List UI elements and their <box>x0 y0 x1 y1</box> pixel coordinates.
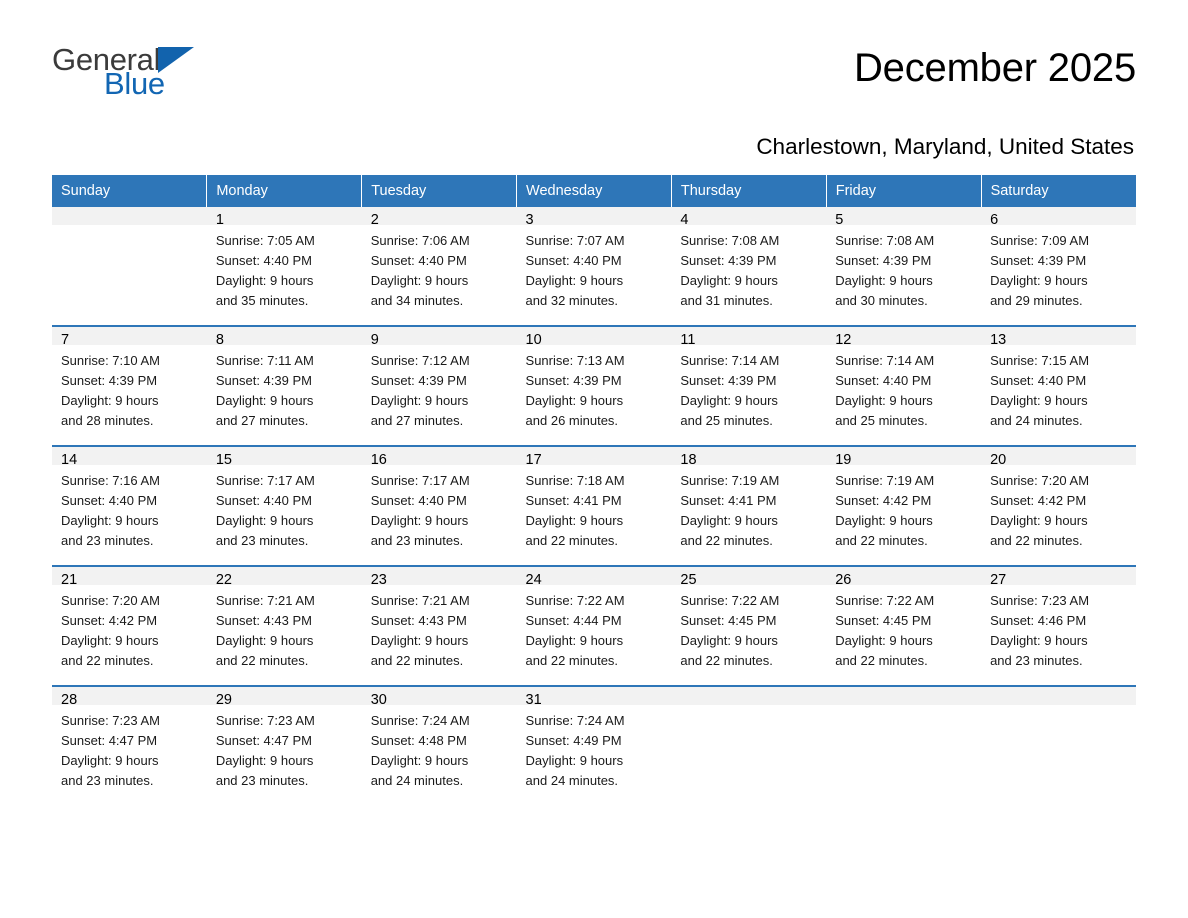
day-info-line: and 26 minutes. <box>525 413 619 428</box>
day-info-line: Sunset: 4:43 PM <box>370 613 467 628</box>
day-info-line: Daylight: 9 hours <box>990 393 1088 408</box>
calendar-day-cell[interactable] <box>517 566 672 686</box>
day-info-line: Sunset: 4:39 PM <box>525 373 622 388</box>
day-number <box>826 687 981 705</box>
calendar-body <box>52 207 1136 805</box>
day-info-line: Sunset: 4:47 PM <box>215 733 312 748</box>
day-sun-info <box>362 705 517 791</box>
day-sun-info <box>517 345 672 431</box>
day-number: 29 <box>207 687 362 705</box>
day-info-line: Sunset: 4:39 PM <box>835 253 932 268</box>
day-info-line: Sunset: 4:40 PM <box>990 373 1087 388</box>
calendar-day-cell-empty <box>981 686 1136 805</box>
day-info-line: Daylight: 9 hours <box>680 633 778 648</box>
day-number: 21 <box>52 567 207 585</box>
day-info-line: and 30 minutes. <box>835 293 928 308</box>
day-info-line: Sunrise: 7:20 AM <box>990 473 1090 488</box>
day-info-line: Sunset: 4:43 PM <box>215 613 312 628</box>
calendar-day-cell[interactable] <box>52 686 207 805</box>
day-number: 30 <box>362 687 517 705</box>
day-info-line: Sunset: 4:40 PM <box>525 253 622 268</box>
day-sun-info <box>826 225 981 311</box>
day-info-line: and 22 minutes. <box>525 533 619 548</box>
day-info-line: and 35 minutes. <box>215 293 309 308</box>
calendar-day-cell[interactable] <box>207 326 362 446</box>
day-info-line: Sunrise: 7:24 AM <box>525 713 625 728</box>
calendar-day-cell[interactable] <box>826 326 981 446</box>
day-info-line: Daylight: 9 hours <box>61 513 159 528</box>
day-sun-info <box>671 585 826 671</box>
calendar-week-row <box>52 686 1136 805</box>
page-title: December 2025 <box>853 46 1136 90</box>
day-sun-info <box>981 585 1136 671</box>
day-info-line: Daylight: 9 hours <box>370 633 469 648</box>
day-info-line: Sunset: 4:40 PM <box>215 493 312 508</box>
day-sun-info <box>207 345 362 431</box>
day-info-line: Daylight: 9 hours <box>525 393 624 408</box>
day-info-line: Daylight: 9 hours <box>835 273 933 288</box>
day-info-line: Sunrise: 7:22 AM <box>835 593 935 608</box>
day-info-line: and 23 minutes. <box>61 533 154 548</box>
calendar-week-row <box>52 326 1136 446</box>
day-info-line: and 24 minutes. <box>525 773 619 788</box>
day-info-line: Sunrise: 7:17 AM <box>215 473 315 488</box>
day-number: 18 <box>671 447 826 465</box>
day-sun-info <box>981 465 1136 551</box>
day-info-line: Sunset: 4:44 PM <box>525 613 622 628</box>
day-sun-info <box>826 585 981 671</box>
calendar-day-cell-empty <box>671 686 826 805</box>
day-info-line: Sunrise: 7:16 AM <box>61 473 160 488</box>
day-info-line: Daylight: 9 hours <box>680 273 778 288</box>
day-info-line: Daylight: 9 hours <box>835 633 933 648</box>
day-info-line: and 22 minutes. <box>990 533 1083 548</box>
day-info-line: Sunset: 4:39 PM <box>680 373 777 388</box>
day-number: 5 <box>826 207 981 225</box>
day-info-line: Sunset: 4:47 PM <box>61 733 158 748</box>
day-sun-info <box>981 225 1136 311</box>
day-info-line: and 22 minutes. <box>61 653 154 668</box>
day-number: 24 <box>517 567 672 585</box>
day-number: 6 <box>981 207 1136 225</box>
day-info-line: and 22 minutes. <box>835 533 928 548</box>
location-subtitle: Charlestown, Maryland, United States <box>756 134 1134 159</box>
calendar-day-cell[interactable] <box>362 207 517 326</box>
day-number: 1 <box>207 207 362 225</box>
day-info-line: Sunset: 4:40 PM <box>370 253 467 268</box>
day-info-line: Daylight: 9 hours <box>215 513 314 528</box>
calendar-day-cell[interactable] <box>207 446 362 566</box>
day-info-line: and 24 minutes. <box>370 773 464 788</box>
day-info-line: Daylight: 9 hours <box>370 513 469 528</box>
day-info-line: Daylight: 9 hours <box>215 633 314 648</box>
day-info-line: Sunrise: 7:11 AM <box>215 353 314 368</box>
day-number: 22 <box>207 567 362 585</box>
calendar-week-row <box>52 446 1136 566</box>
day-info-line: Daylight: 9 hours <box>990 273 1088 288</box>
day-info-line: Sunrise: 7:20 AM <box>61 593 160 608</box>
calendar-day-cell[interactable] <box>52 446 207 566</box>
day-info-line: Sunrise: 7:18 AM <box>525 473 625 488</box>
day-sun-info <box>517 465 672 551</box>
day-sun-info <box>517 225 672 311</box>
weekday-header-sunday: Sunday <box>52 175 207 207</box>
day-info-line: Sunrise: 7:23 AM <box>990 593 1090 608</box>
day-info-line: Sunset: 4:39 PM <box>370 373 467 388</box>
day-sun-info <box>517 705 672 791</box>
calendar-day-cell[interactable] <box>981 446 1136 566</box>
day-info-line: and 23 minutes. <box>370 533 464 548</box>
day-number: 27 <box>981 567 1136 585</box>
day-info-line: Daylight: 9 hours <box>680 393 778 408</box>
calendar-day-cell[interactable] <box>671 566 826 686</box>
day-info-line: Sunset: 4:46 PM <box>990 613 1087 628</box>
day-info-line: Sunrise: 7:21 AM <box>215 593 315 608</box>
weekday-header-friday: Friday <box>826 175 981 207</box>
day-sun-info <box>52 585 207 671</box>
day-info-line: and 27 minutes. <box>215 413 309 428</box>
day-info-line: Sunset: 4:39 PM <box>680 253 777 268</box>
day-info-line: and 24 minutes. <box>990 413 1083 428</box>
weekday-header-thursday: Thursday <box>671 175 826 207</box>
day-number: 11 <box>671 327 826 345</box>
day-info-line: Sunrise: 7:19 AM <box>680 473 780 488</box>
day-info-line: Daylight: 9 hours <box>215 273 314 288</box>
day-info-line: Daylight: 9 hours <box>525 273 624 288</box>
day-sun-info <box>207 585 362 671</box>
calendar-day-cell[interactable] <box>826 446 981 566</box>
day-info-line: Sunrise: 7:24 AM <box>370 713 470 728</box>
calendar-day-cell[interactable] <box>981 566 1136 686</box>
day-info-line: Sunset: 4:42 PM <box>61 613 158 628</box>
day-info-line: and 25 minutes. <box>680 413 773 428</box>
day-info-line: Daylight: 9 hours <box>835 393 933 408</box>
day-number <box>671 687 826 705</box>
calendar-day-cell-empty <box>52 207 207 326</box>
weekday-header-row <box>52 175 1136 207</box>
day-info-line: Daylight: 9 hours <box>370 753 469 768</box>
calendar-day-cell-empty <box>826 686 981 805</box>
day-number: 19 <box>826 447 981 465</box>
calendar-day-cell[interactable] <box>826 566 981 686</box>
day-sun-info <box>207 225 362 311</box>
calendar-day-cell[interactable] <box>362 446 517 566</box>
day-info-line: Daylight: 9 hours <box>215 753 314 768</box>
day-info-line: Sunset: 4:45 PM <box>680 613 777 628</box>
day-number: 10 <box>517 327 672 345</box>
day-info-line: and 23 minutes. <box>61 773 154 788</box>
day-number: 4 <box>671 207 826 225</box>
day-info-line: and 29 minutes. <box>990 293 1083 308</box>
day-info-line: Sunrise: 7:12 AM <box>370 353 470 368</box>
calendar-day-cell[interactable] <box>52 566 207 686</box>
calendar-day-cell[interactable] <box>671 326 826 446</box>
day-info-line: and 28 minutes. <box>61 413 154 428</box>
calendar-day-cell[interactable] <box>52 326 207 446</box>
day-info-line: Sunrise: 7:09 AM <box>990 233 1090 248</box>
day-info-line: and 22 minutes. <box>215 653 309 668</box>
day-info-line: and 22 minutes. <box>835 653 928 668</box>
day-info-line: Sunset: 4:41 PM <box>525 493 622 508</box>
day-sun-info <box>52 345 207 431</box>
day-info-line: Daylight: 9 hours <box>525 753 624 768</box>
day-sun-info <box>52 465 207 551</box>
day-info-line: Daylight: 9 hours <box>835 513 933 528</box>
day-info-line: Daylight: 9 hours <box>61 633 159 648</box>
day-info-line: Sunrise: 7:06 AM <box>370 233 470 248</box>
day-sun-info <box>671 345 826 431</box>
day-sun-info <box>671 465 826 551</box>
day-info-line: and 23 minutes. <box>215 533 309 548</box>
calendar-day-cell[interactable] <box>362 326 517 446</box>
day-number: 7 <box>52 327 207 345</box>
calendar-week-row <box>52 566 1136 686</box>
day-number: 2 <box>362 207 517 225</box>
day-info-line: Daylight: 9 hours <box>990 633 1088 648</box>
day-info-line: Sunset: 4:39 PM <box>61 373 158 388</box>
day-sun-info <box>362 585 517 671</box>
day-number: 14 <box>52 447 207 465</box>
calendar-day-cell[interactable] <box>671 207 826 326</box>
calendar-day-cell[interactable] <box>517 207 672 326</box>
day-number: 23 <box>362 567 517 585</box>
day-number: 8 <box>207 327 362 345</box>
general-blue-logo <box>52 44 352 99</box>
day-number: 17 <box>517 447 672 465</box>
day-info-line: Daylight: 9 hours <box>525 633 624 648</box>
day-info-line: and 32 minutes. <box>525 293 619 308</box>
calendar-day-cell[interactable] <box>207 686 362 805</box>
day-info-line: Daylight: 9 hours <box>680 513 778 528</box>
day-info-line: Sunrise: 7:05 AM <box>215 233 315 248</box>
day-info-line: and 22 minutes. <box>370 653 464 668</box>
day-info-line: Sunset: 4:39 PM <box>215 373 312 388</box>
sunrise-sunset-calendar-table <box>52 175 1136 805</box>
day-sun-info <box>826 345 981 431</box>
day-number: 31 <box>517 687 672 705</box>
day-info-line: and 22 minutes. <box>680 653 773 668</box>
day-info-line: Sunset: 4:42 PM <box>990 493 1087 508</box>
day-info-line: and 22 minutes. <box>525 653 619 668</box>
day-info-line: and 25 minutes. <box>835 413 928 428</box>
day-sun-info <box>362 225 517 311</box>
calendar-day-cell[interactable] <box>981 207 1136 326</box>
day-info-line: Daylight: 9 hours <box>370 393 469 408</box>
day-sun-info <box>207 705 362 791</box>
day-number: 16 <box>362 447 517 465</box>
day-info-line: Sunrise: 7:08 AM <box>680 233 780 248</box>
calendar-day-cell[interactable] <box>517 686 672 805</box>
day-info-line: and 27 minutes. <box>370 413 464 428</box>
day-info-line: Sunrise: 7:23 AM <box>215 713 315 728</box>
day-info-line: Sunset: 4:40 PM <box>215 253 312 268</box>
calendar-day-cell[interactable] <box>517 326 672 446</box>
day-sun-info <box>362 465 517 551</box>
logo-text-blue: Blue <box>104 66 165 101</box>
weekday-header-monday: Monday <box>207 175 362 207</box>
day-info-line: Sunset: 4:39 PM <box>990 253 1087 268</box>
calendar-day-cell[interactable] <box>362 566 517 686</box>
day-info-line: Sunset: 4:41 PM <box>680 493 777 508</box>
day-info-line: Daylight: 9 hours <box>61 393 159 408</box>
day-info-line: Daylight: 9 hours <box>61 753 159 768</box>
day-info-line: Sunset: 4:45 PM <box>835 613 932 628</box>
day-number <box>52 207 207 225</box>
day-number: 3 <box>517 207 672 225</box>
day-info-line: Sunrise: 7:07 AM <box>525 233 625 248</box>
weekday-header-saturday: Saturday <box>981 175 1136 207</box>
day-number <box>981 687 1136 705</box>
day-sun-info <box>981 345 1136 431</box>
day-info-line: Daylight: 9 hours <box>215 393 314 408</box>
day-info-line: Sunrise: 7:21 AM <box>370 593 470 608</box>
weekday-header-wednesday: Wednesday <box>517 175 672 207</box>
day-info-line: Sunrise: 7:22 AM <box>525 593 625 608</box>
day-number: 9 <box>362 327 517 345</box>
day-info-line: Sunrise: 7:15 AM <box>990 353 1090 368</box>
calendar-day-cell[interactable] <box>671 446 826 566</box>
calendar-day-cell[interactable] <box>362 686 517 805</box>
day-sun-info <box>207 465 362 551</box>
day-info-line: Sunrise: 7:14 AM <box>680 353 780 368</box>
day-info-line: Daylight: 9 hours <box>525 513 624 528</box>
day-info-line: Daylight: 9 hours <box>990 513 1088 528</box>
day-info-line: Daylight: 9 hours <box>370 273 469 288</box>
day-info-line: and 31 minutes. <box>680 293 773 308</box>
title-block <box>854 44 1136 91</box>
calendar-day-cell[interactable] <box>826 207 981 326</box>
day-number: 26 <box>826 567 981 585</box>
day-info-line: Sunrise: 7:23 AM <box>61 713 160 728</box>
day-info-line: and 23 minutes. <box>990 653 1083 668</box>
day-info-line: Sunrise: 7:14 AM <box>835 353 935 368</box>
day-number: 13 <box>981 327 1136 345</box>
day-info-line: Sunrise: 7:22 AM <box>680 593 780 608</box>
day-info-line: Sunrise: 7:13 AM <box>525 353 625 368</box>
day-info-line: Sunset: 4:40 PM <box>370 493 467 508</box>
day-number: 25 <box>671 567 826 585</box>
day-info-line: Sunrise: 7:08 AM <box>835 233 935 248</box>
day-sun-info <box>362 345 517 431</box>
day-sun-info <box>671 225 826 311</box>
calendar-day-cell[interactable] <box>517 446 672 566</box>
day-info-line: and 23 minutes. <box>215 773 309 788</box>
day-number: 15 <box>207 447 362 465</box>
calendar-week-row <box>52 207 1136 326</box>
day-info-line: and 22 minutes. <box>680 533 773 548</box>
day-info-line: Sunrise: 7:17 AM <box>370 473 470 488</box>
day-info-line: Sunrise: 7:10 AM <box>61 353 160 368</box>
logo-text-general: General <box>52 42 161 77</box>
day-info-line: Sunset: 4:40 PM <box>61 493 158 508</box>
day-sun-info <box>826 465 981 551</box>
day-info-line: Sunset: 4:49 PM <box>525 733 622 748</box>
day-number: 12 <box>826 327 981 345</box>
weekday-header-tuesday: Tuesday <box>362 175 517 207</box>
day-sun-info <box>52 705 207 791</box>
calendar-day-cell[interactable] <box>207 566 362 686</box>
day-info-line: Sunrise: 7:19 AM <box>835 473 935 488</box>
day-number: 20 <box>981 447 1136 465</box>
page-header <box>52 0 1136 122</box>
day-number: 28 <box>52 687 207 705</box>
day-info-line: Sunset: 4:40 PM <box>835 373 932 388</box>
calendar-day-cell[interactable] <box>981 326 1136 446</box>
day-info-line: Sunset: 4:42 PM <box>835 493 932 508</box>
day-info-line: and 34 minutes. <box>370 293 464 308</box>
day-sun-info <box>517 585 672 671</box>
calendar-day-cell[interactable] <box>207 207 362 326</box>
day-info-line: Sunset: 4:48 PM <box>370 733 467 748</box>
